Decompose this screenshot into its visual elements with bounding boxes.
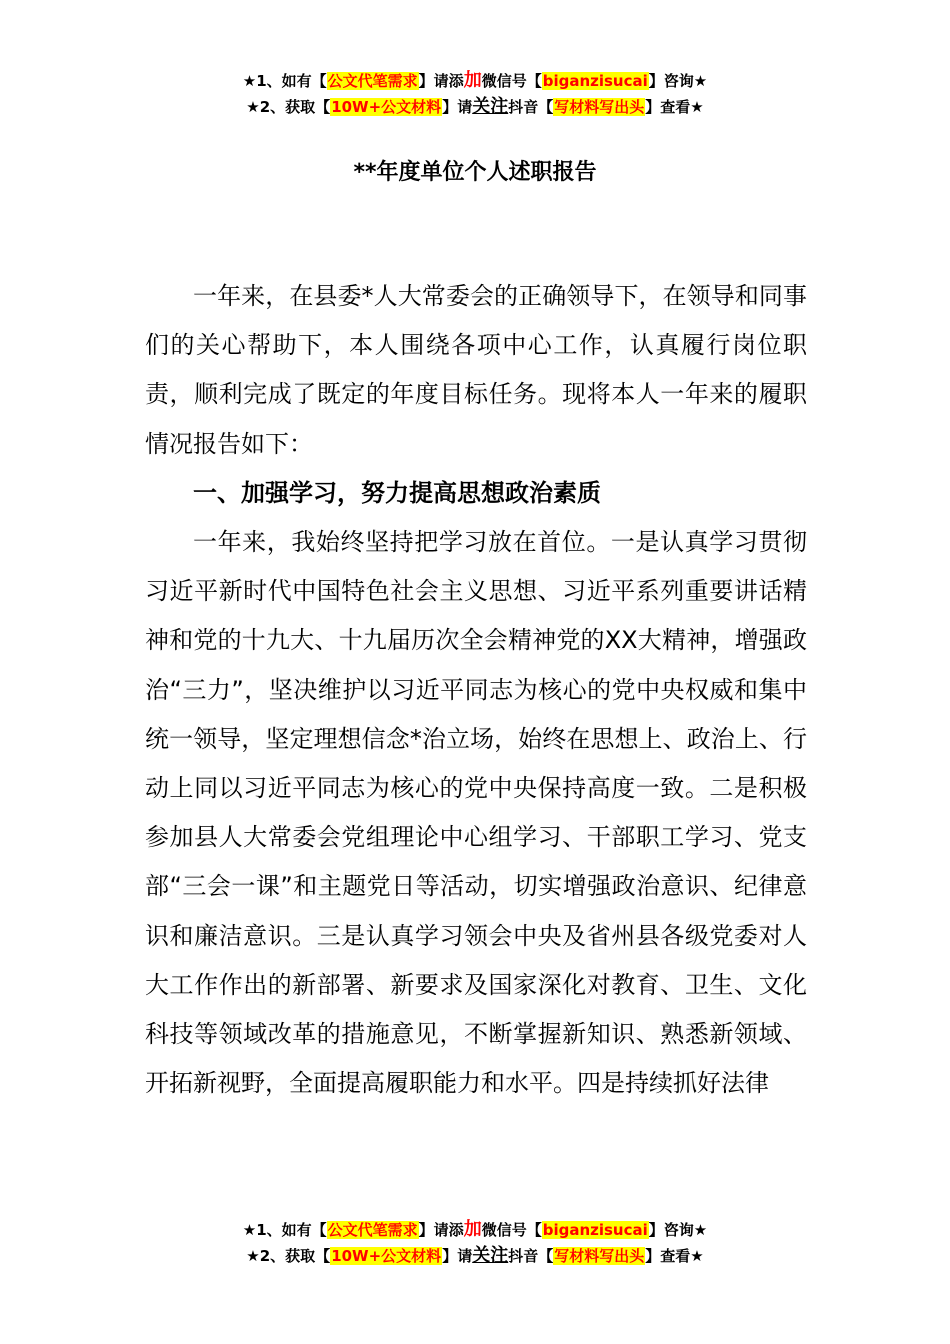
banner-emphasis: 关注 <box>472 96 509 117</box>
banner-wechat-id: biganzisucai <box>542 72 648 90</box>
banner-wechat-id: biganzisucai <box>542 1221 648 1239</box>
banner-line-1: ★1、如有【公文代笔需求】请添加微信号【biganzisucai】咨询★ <box>242 1219 708 1240</box>
intro-paragraph: 一年来，在县委*人大常委会的正确领导下，在领导和同事们的关心帮助下，本人围绕各项中心工作，认真履行岗位职责，顺利完成了既定的年度目标任务。现将本人一年来的履职情况报告如下： <box>145 282 807 458</box>
header-banner <box>0 68 950 120</box>
banner-emphasis: 加 <box>463 1219 482 1240</box>
banner-highlight: 公文代笔需求 <box>327 1221 418 1239</box>
banner-line-2: ★2、获取【10W+公文材料】请关注抖音【写材料写出头】查看★ <box>246 1245 704 1266</box>
banner-douyin-name: 写材料写出头 <box>554 1247 645 1265</box>
document-title: **年度单位个人述职报告 <box>353 160 597 185</box>
section-heading: 一、加强学习，努力提高思想政治素质 <box>193 478 601 507</box>
banner-highlight: 公文代笔需求 <box>327 72 418 90</box>
banner-highlight: 10W+公文材料 <box>331 98 442 116</box>
document-body <box>145 272 807 1108</box>
banner-line-1: ★1、如有【公文代笔需求】请添加微信号【biganzisucai】咨询★ <box>242 70 708 91</box>
footer-banner <box>0 1217 950 1269</box>
banner-highlight: 10W+公文材料 <box>331 1247 442 1265</box>
banner-emphasis: 加 <box>463 70 482 91</box>
banner-emphasis: 关注 <box>472 1245 509 1266</box>
section-paragraph: 一年来，我始终坚持把学习放在首位。一是认真学习贯彻习近平新时代中国特色社会主义思想、习近平系列重要讲话精神和党的十九大、十九届历次全会精神党的XX大精神，增强政治“三力”，坚决维护以习近平同志为核心的党中央权威和集中统一领导，坚定理想信念*治立场，始终在思想上、政治上、行动上同以习近平同志为核心的党中央保持高度一致。二是积极参加县人大常委会党组理论中心组学习、干部职工学习、党支部“三会一课”和主题党日等活动，切实增强政治意识、纪律意识和廉洁意识。三是认真学习领会中央及省州县各级党委对人大工作作出的新部署、新要求及国家深化对教育、卫生、文化科技等领域改革的措施意见，不断掌握新知识、熟悉新领域、开拓新视野，全面提高履职能力和水平。四是持续抓好法律 <box>145 528 807 1098</box>
banner-douyin-name: 写材料写出头 <box>554 98 645 116</box>
banner-line-2: ★2、获取【10W+公文材料】请关注抖音【写材料写出头】查看★ <box>246 96 704 117</box>
